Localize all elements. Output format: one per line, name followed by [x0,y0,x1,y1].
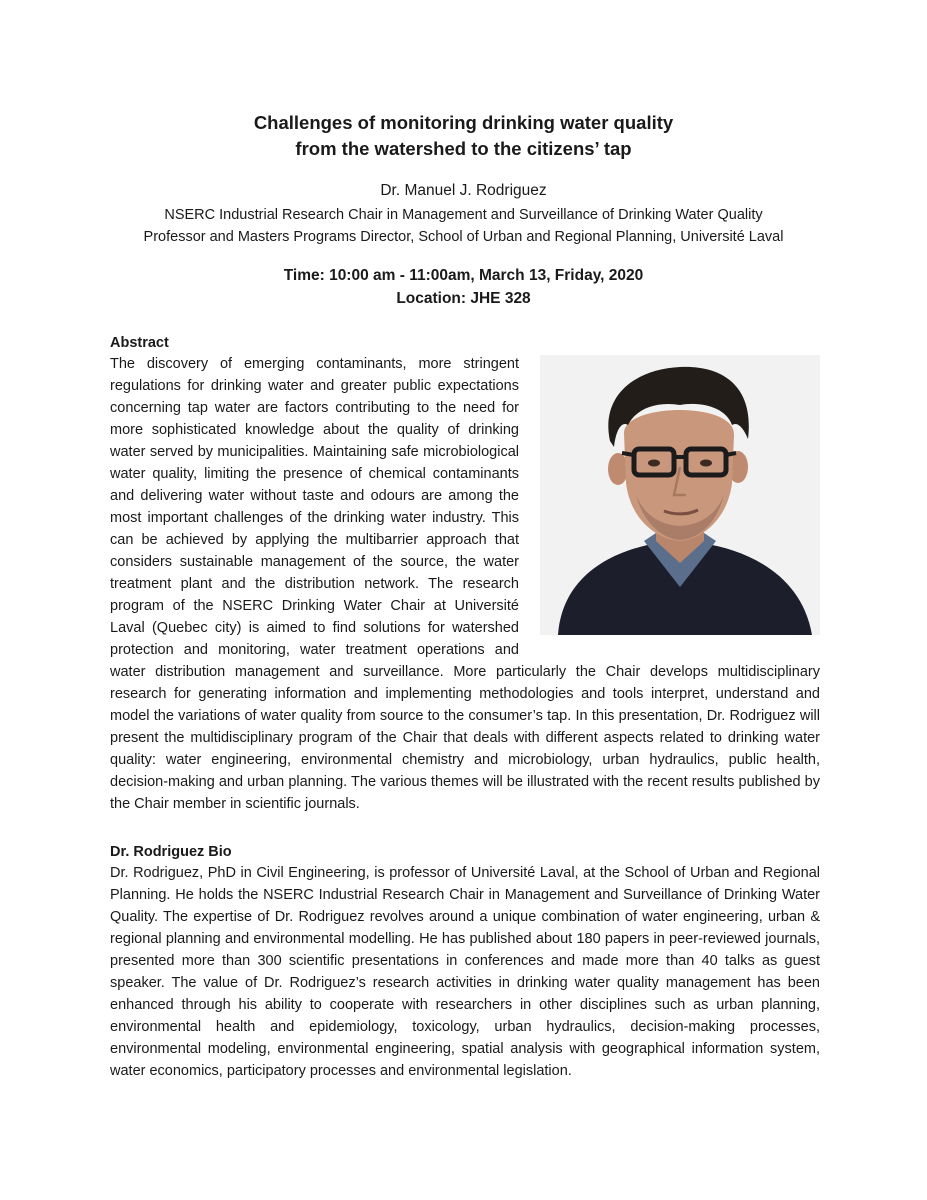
bio-text: Dr. Rodriguez, PhD in Civil Engineering, is professor of Université Laval, at the School of Urban and Regional Planning. He holds the NSERC Industrial Research Chair in Management and Surveillance of Drinking Water Quality. The expertise of Dr. Rodriguez revolves around a unique combination of water engineering, urban & regional planning and environmental modelling. He has published about 180 papers in peer-reviewed journals, presented more than 300 scientific presentations in conferences and made more than 40 talks as guest speaker. The value of Dr. Rodriguez’s research activities in drinking water quality management has been enhanced through his ability to cooperate with researchers in other disciplines such as urban planning, environmental health and epidemiology, toxicology, urban hydraulics, decision-making processes, environmental modeling, environmental engineering, spatial analysis with geographical information system, water economics, participatory processes and environmental legislation. [110,865,820,1079]
speaker-affiliation-1: NSERC Industrial Research Chair in Management and Surveillance of Drinking Water Quality [164,207,763,223]
abstract-section [110,353,820,815]
speaker-block [0,180,927,248]
event-details [0,264,927,310]
event-time: Time: 10:00 am - 11:00am, March 13, Friday, 2020 [283,267,644,284]
bio-heading: Dr. Rodriguez Bio [110,844,232,860]
talk-title-line-1: Challenges of monitoring drinking water quality [253,112,674,133]
event-location: Location: JHE 328 [396,290,531,307]
portrait-left-eye [648,460,660,467]
speaker-photo-wrapper [533,355,820,640]
abstract-heading: Abstract [110,335,169,351]
portrait-right-eye [700,460,712,467]
abstract-text: The discovery of emerging contaminants, more stringent regulations for drinking water and greater public expectations concerning tap water are factors contributing to the need for more sophisticated knowledge about the quality of drinking water served by municipalities. Maintaining safe microbiological water quality, limiting the presence of chemical contaminants and delivering water without taste and odours are among the most important challenges of the drinking water industry. This can be achieved by applying the multibarrier approach that considers sustainable management of the source, the water treatment plant and the distribution network. The research program of the NSERC Drinking Water Chair at Université Laval (Quebec city) is aimed to find solutions for watershed protection and monitoring, water treatment operations and water distribution management and surveillance. More particularly the Chair develops multidisciplinary research for generating information and implementing methodologies and tools interpret, understand and model the variations of water quality from source to the consumer’s tap. In this presentation, Dr. Rodriguez will present the multidisciplinary program of the Chair that deals with different aspects related to drinking water quality: water engineering, environmental chemistry and microbiology, urban hydraulics, public health, decision-making and urban planning. The various themes will be illustrated with the recent results published by the Chair member in scientific journals. [110,356,820,812]
talk-title [0,110,927,162]
speaker-affiliation-2: Professor and Masters Programs Director, School of Urban and Regional Planning, Université Laval [143,229,784,245]
speaker-portrait [540,355,820,635]
talk-title-line-2: from the watershed to the citizens’ tap [295,138,632,159]
speaker-name: Dr. Manuel J. Rodriguez [380,182,547,199]
